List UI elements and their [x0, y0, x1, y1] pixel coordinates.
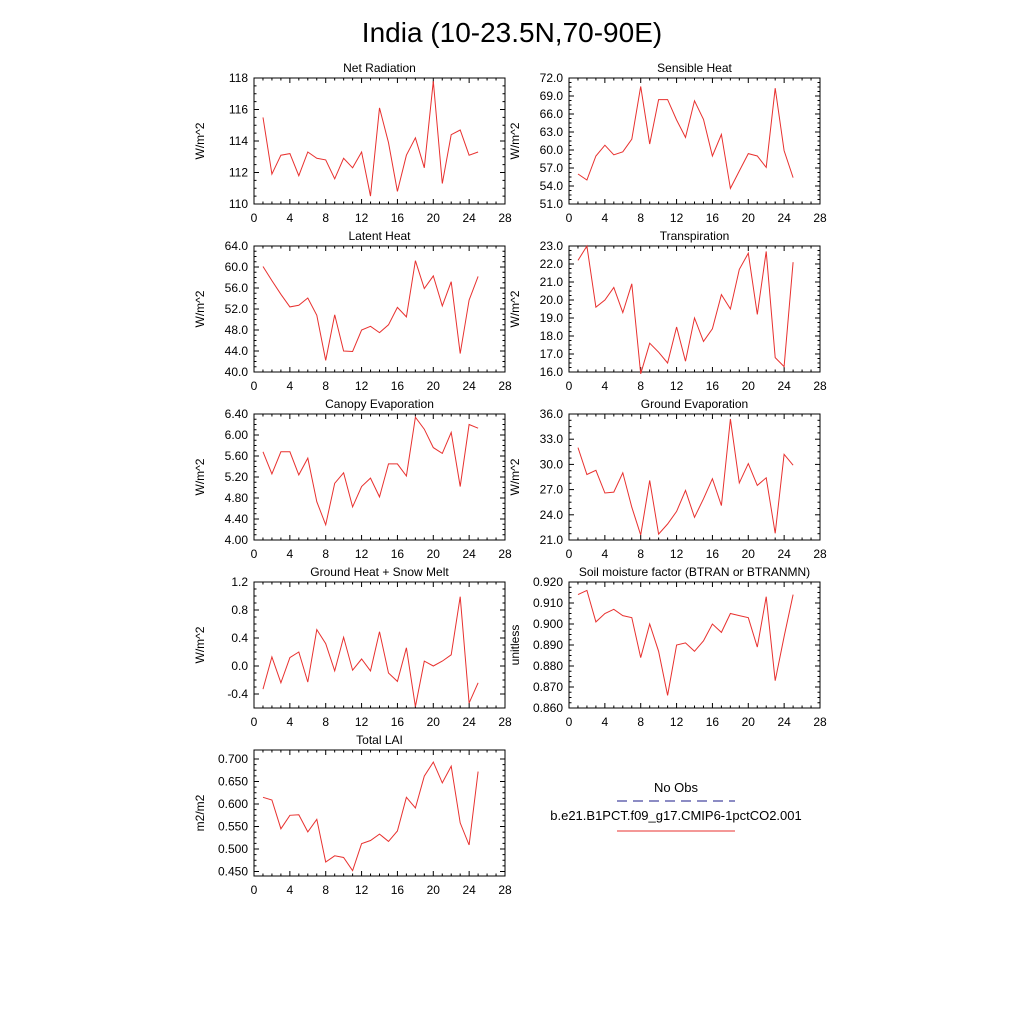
series-line-ground-heat-snow-melt — [263, 597, 478, 707]
y-tick-label: 0.900 — [532, 617, 563, 631]
x-tick-label: 4 — [286, 715, 294, 729]
y-tick-label: 21.0 — [539, 275, 563, 289]
y-axis-label: W/m^2 — [193, 290, 207, 328]
y-tick-label: 0.500 — [217, 842, 248, 856]
x-tick-label: 8 — [637, 379, 645, 393]
panel-total-lai — [193, 733, 512, 897]
y-axis-label: W/m^2 — [508, 290, 522, 328]
x-tick-label: 0 — [250, 379, 258, 393]
y-tick-label: 0.4 — [231, 631, 248, 645]
y-tick-label: 44.0 — [224, 344, 248, 358]
x-tick-label: 4 — [601, 715, 609, 729]
y-tick-label: 4.80 — [224, 491, 248, 505]
panel-soil-moisture-factor-btran-or-btranmn — [508, 565, 827, 729]
x-tick-label: 28 — [498, 883, 512, 897]
plot-frame — [254, 582, 505, 708]
x-tick-label: 24 — [462, 883, 476, 897]
x-tick-label: 16 — [390, 715, 405, 729]
x-tick-label: 8 — [637, 211, 645, 225]
y-tick-label: 0.8 — [231, 603, 248, 617]
x-tick-label: 4 — [601, 211, 609, 225]
y-tick-label: 112 — [228, 165, 248, 180]
series-line-total-lai — [263, 762, 478, 871]
series-line-canopy-evaporation — [263, 417, 478, 525]
y-tick-label: 24.0 — [539, 507, 563, 522]
y-tick-label: 118 — [228, 71, 248, 85]
x-tick-label: 4 — [286, 547, 294, 561]
y-axis-label: W/m^2 — [193, 626, 207, 664]
y-tick-label: 69.0 — [539, 89, 563, 103]
x-tick-label: 28 — [498, 547, 512, 561]
panel-ground-heat-snow-melt — [193, 565, 512, 729]
x-tick-label: 24 — [777, 547, 791, 561]
y-tick-label: 21.0 — [539, 533, 563, 547]
panel-net-radiation — [193, 61, 512, 225]
y-tick-label: 66.0 — [539, 107, 563, 121]
y-tick-label: 5.20 — [224, 470, 248, 484]
y-tick-label: 0.650 — [217, 774, 248, 789]
x-tick-label: 16 — [390, 211, 405, 225]
x-tick-label: 0 — [565, 715, 573, 729]
x-tick-label: 4 — [601, 547, 609, 561]
y-tick-label: 48.0 — [224, 323, 248, 337]
y-tick-label: 0.920 — [532, 575, 563, 589]
x-tick-label: 12 — [354, 547, 369, 561]
panel-title: Ground Evaporation — [640, 397, 749, 411]
y-tick-label: 17.0 — [539, 347, 563, 361]
series-line-transpiration — [578, 246, 793, 374]
x-tick-label: 28 — [498, 715, 512, 729]
x-tick-label: 8 — [322, 379, 330, 393]
series-line-sensible-heat — [578, 86, 793, 188]
y-tick-label: 0.0 — [231, 659, 248, 673]
x-tick-label: 12 — [669, 379, 684, 393]
y-tick-label: 4.40 — [224, 512, 248, 526]
y-tick-label: 60.0 — [224, 260, 248, 274]
y-tick-label: 40.0 — [224, 365, 248, 379]
y-axis-label: W/m^2 — [193, 458, 207, 496]
y-tick-label: 6.00 — [224, 428, 248, 442]
x-tick-label: 20 — [426, 883, 440, 897]
x-tick-label: 12 — [354, 715, 369, 729]
x-tick-label: 0 — [565, 379, 573, 393]
x-tick-label: 8 — [637, 715, 645, 729]
x-tick-label: 28 — [813, 715, 827, 729]
x-tick-label: 8 — [322, 547, 330, 561]
x-tick-label: 24 — [777, 211, 791, 225]
y-tick-label: 1.2 — [231, 575, 248, 589]
y-tick-label: 114 — [228, 134, 248, 148]
x-tick-label: 24 — [462, 715, 476, 729]
y-tick-label: 0.870 — [532, 680, 563, 694]
y-tick-label: 116 — [228, 102, 248, 117]
x-tick-label: 12 — [669, 715, 684, 729]
y-tick-label: 19.0 — [539, 311, 563, 325]
plot-frame — [569, 414, 820, 540]
figure-title: India (10-23.5N,70-90E) — [361, 17, 663, 48]
x-tick-label: 20 — [741, 547, 755, 561]
x-tick-label: 4 — [286, 883, 294, 897]
panel-transpiration — [508, 229, 827, 393]
y-tick-label: 72.0 — [539, 71, 563, 85]
panel-title: Canopy Evaporation — [325, 397, 434, 411]
y-tick-label: 56.0 — [224, 281, 248, 295]
x-tick-label: 8 — [637, 547, 645, 561]
y-tick-label: 0.600 — [217, 797, 248, 811]
x-tick-label: 12 — [354, 211, 369, 225]
plot-frame — [254, 750, 505, 876]
y-tick-label: 0.700 — [217, 752, 248, 766]
y-tick-label: 0.890 — [532, 638, 563, 652]
y-axis-label: W/m^2 — [508, 458, 522, 496]
x-tick-label: 12 — [354, 883, 369, 897]
x-tick-label: 28 — [813, 211, 827, 225]
x-tick-label: 16 — [705, 547, 720, 561]
x-tick-label: 16 — [390, 379, 405, 393]
x-tick-label: 12 — [669, 547, 684, 561]
x-tick-label: 28 — [813, 379, 827, 393]
x-tick-label: 8 — [322, 883, 330, 897]
y-tick-label: 63.0 — [539, 125, 563, 139]
x-tick-label: 8 — [322, 211, 330, 225]
legend-label-no-obs: No Obs — [653, 780, 699, 795]
x-tick-label: 4 — [286, 379, 294, 393]
panel-latent-heat — [193, 229, 512, 393]
x-tick-label: 0 — [250, 211, 258, 225]
y-tick-label: 0.880 — [532, 659, 563, 673]
y-tick-label: 57.0 — [539, 161, 563, 175]
y-tick-label: 23.0 — [539, 239, 563, 253]
x-tick-label: 0 — [250, 547, 258, 561]
panel-title: Total LAI — [356, 733, 403, 747]
series-line-net-radiation — [263, 81, 478, 196]
panel-canopy-evaporation — [193, 397, 512, 561]
y-tick-label: 20.0 — [539, 293, 563, 307]
x-tick-label: 20 — [741, 379, 755, 393]
x-tick-label: 20 — [426, 379, 440, 393]
y-tick-label: 110 — [228, 197, 248, 211]
x-tick-label: 16 — [390, 547, 405, 561]
y-tick-label: 0.910 — [532, 596, 563, 610]
x-tick-label: 24 — [462, 547, 476, 561]
plot-frame — [254, 78, 505, 204]
series-line-ground-evaporation — [578, 419, 793, 535]
plot-frame — [569, 246, 820, 372]
x-tick-label: 28 — [498, 211, 512, 225]
plot-frame — [254, 414, 505, 540]
x-tick-label: 0 — [565, 211, 573, 225]
panel-sensible-heat — [508, 61, 827, 225]
y-tick-label: 33.0 — [539, 432, 563, 447]
x-tick-label: 0 — [565, 547, 573, 561]
series-line-latent-heat — [263, 261, 478, 361]
x-tick-label: 24 — [462, 211, 476, 225]
y-tick-label: 6.40 — [224, 407, 248, 421]
series-line-soil-moisture-factor-btran-or-btranmn — [578, 590, 793, 695]
x-tick-label: 16 — [705, 379, 720, 393]
x-tick-label: 16 — [390, 883, 405, 897]
y-tick-label: 27.0 — [539, 482, 563, 497]
y-tick-label: 0.450 — [217, 864, 248, 879]
x-tick-label: 4 — [601, 379, 609, 393]
panel-title: Ground Heat + Snow Melt — [310, 565, 449, 579]
y-tick-label: 54.0 — [539, 179, 563, 193]
y-tick-label: 30.0 — [539, 457, 563, 472]
y-tick-label: 60.0 — [539, 143, 563, 157]
y-tick-label: 0.550 — [217, 819, 248, 834]
y-tick-label: 22.0 — [539, 257, 563, 271]
y-tick-label: 0.860 — [532, 701, 563, 715]
panels — [193, 61, 827, 897]
x-tick-label: 20 — [426, 547, 440, 561]
panel-title: Transpiration — [659, 229, 730, 243]
y-axis-label: W/m^2 — [508, 122, 522, 160]
x-tick-label: 20 — [741, 211, 755, 225]
x-tick-label: 24 — [777, 715, 791, 729]
x-tick-label: 16 — [705, 211, 720, 225]
x-tick-label: 12 — [669, 211, 684, 225]
y-tick-label: 51.0 — [539, 197, 563, 211]
panel-ground-evaporation — [508, 397, 827, 561]
x-tick-label: 0 — [250, 715, 258, 729]
x-tick-label: 24 — [777, 379, 791, 393]
x-tick-label: 20 — [426, 715, 440, 729]
y-tick-label: 4.00 — [224, 533, 248, 547]
x-tick-label: 20 — [426, 211, 440, 225]
x-tick-label: 24 — [462, 379, 476, 393]
y-tick-label: 52.0 — [224, 302, 248, 316]
legend-label-model: b.e21.B1PCT.f09_g17.CMIP6-1pctCO2.001 — [550, 808, 802, 823]
x-tick-label: 28 — [813, 547, 827, 561]
panel-title: Soil moisture factor (BTRAN or BTRANMN) — [578, 565, 811, 579]
y-axis-label: unitless — [508, 624, 522, 666]
y-axis-label: W/m^2 — [193, 122, 207, 160]
y-tick-label: 36.0 — [539, 407, 563, 421]
x-tick-label: 4 — [286, 211, 294, 225]
panel-title: Latent Heat — [348, 229, 411, 243]
y-tick-label: 16.0 — [539, 365, 563, 379]
y-tick-label: 64.0 — [224, 239, 248, 253]
y-tick-label: -0.4 — [227, 687, 248, 701]
x-tick-label: 20 — [741, 715, 755, 729]
x-tick-label: 0 — [250, 883, 258, 897]
y-tick-label: 18.0 — [539, 329, 563, 343]
panel-title: Sensible Heat — [657, 61, 732, 75]
y-tick-label: 5.60 — [224, 449, 248, 463]
x-tick-label: 16 — [705, 715, 720, 729]
panel-title: Net Radiation — [343, 61, 416, 75]
y-axis-label: m2/m2 — [193, 794, 207, 832]
x-tick-label: 12 — [354, 379, 369, 393]
x-tick-label: 8 — [322, 715, 330, 729]
x-tick-label: 28 — [498, 379, 512, 393]
legend — [550, 780, 801, 831]
